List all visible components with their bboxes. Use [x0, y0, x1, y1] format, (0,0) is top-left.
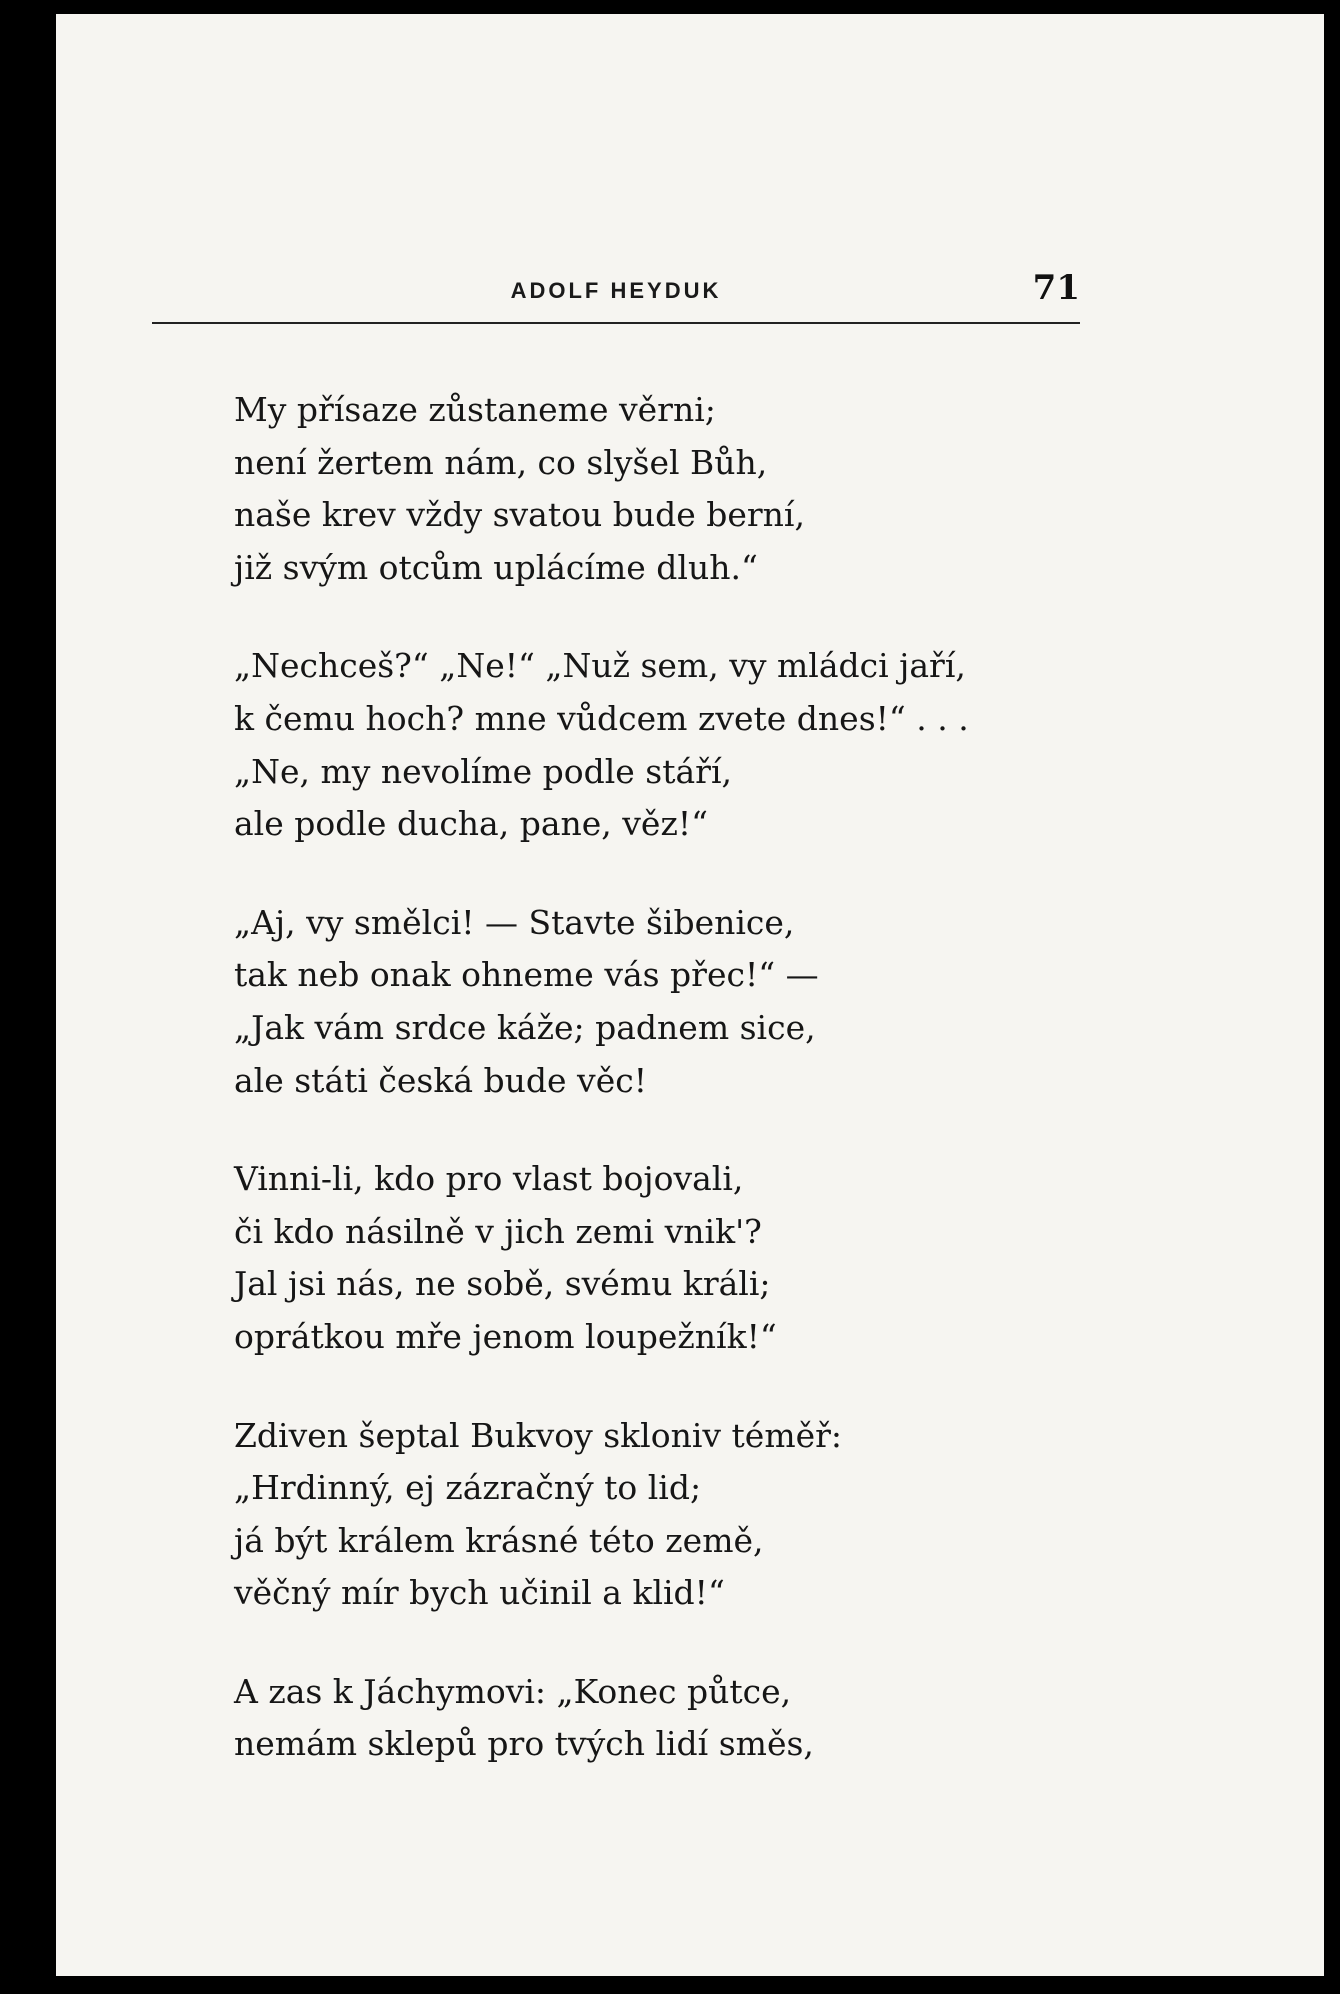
poem-line: věčný mír bych učinil a klid!“ — [234, 1573, 725, 1613]
poem-line: Zdiven šeptal Bukvoy skloniv téměř: — [234, 1415, 843, 1455]
poem-line: ale státi česká bude věc! — [234, 1060, 647, 1100]
poem-line: není žertem nám, co slyšel Bůh, — [234, 442, 768, 482]
poem-line: Vinni-li, kdo pro vlast bojovali, — [234, 1159, 744, 1199]
poem-line: „Nechceš?“ „Ne!“ „Nuž sem, vy mládci jaří, — [234, 646, 966, 686]
stanza-1 — [234, 384, 1234, 594]
poem-line: A zas k Jáchymovi: „Konec půtce, — [234, 1671, 792, 1711]
poem-text — [234, 384, 1234, 1771]
stanza-5 — [234, 1410, 1234, 1620]
poem-line: oprátkou mře jenom loupežník!“ — [234, 1316, 777, 1356]
running-head: ADOLF HEYDUK — [510, 278, 722, 303]
stanza-2 — [234, 640, 1234, 850]
stanza-4 — [234, 1153, 1234, 1363]
poem-line: „Ne, my nevolíme podle stáří, — [234, 751, 732, 791]
poem-line: Jal jsi nás, ne sobě, svému králi; — [234, 1264, 771, 1304]
poem-line: již svým otcům uplácíme dluh.“ — [234, 547, 758, 587]
page-header — [152, 262, 1080, 324]
poem-line: naše krev vždy svatou bude berní, — [234, 495, 805, 535]
poem-line: k čemu hoch? mne vůdcem zvete dnes!“ . . . — [234, 698, 969, 738]
poem-line: „Aj, vy smělci! — Stavte šibenice, — [234, 902, 795, 942]
poem-line: či kdo násilně v jich zemi vnik'? — [234, 1211, 762, 1251]
poem-line: nemám sklepů pro tvých lidí směs, — [234, 1724, 814, 1764]
poem-line: „Hrdinný, ej zázračný to lid; — [234, 1468, 702, 1508]
page-number: 71 — [1032, 268, 1080, 308]
poem-line: „Jak vám srdce káže; padnem sice, — [234, 1007, 816, 1047]
poem-line: tak neb onak ohneme vás přec!“ — — [234, 955, 819, 995]
poem-line: My přísaze zůstaneme věrni; — [234, 390, 716, 429]
stanza-3 — [234, 897, 1234, 1107]
poem-line: ale podle ducha, pane, věz!“ — [234, 804, 708, 844]
stanza-6 — [234, 1666, 1234, 1771]
poem-line: já být králem krásné této země, — [234, 1520, 764, 1560]
